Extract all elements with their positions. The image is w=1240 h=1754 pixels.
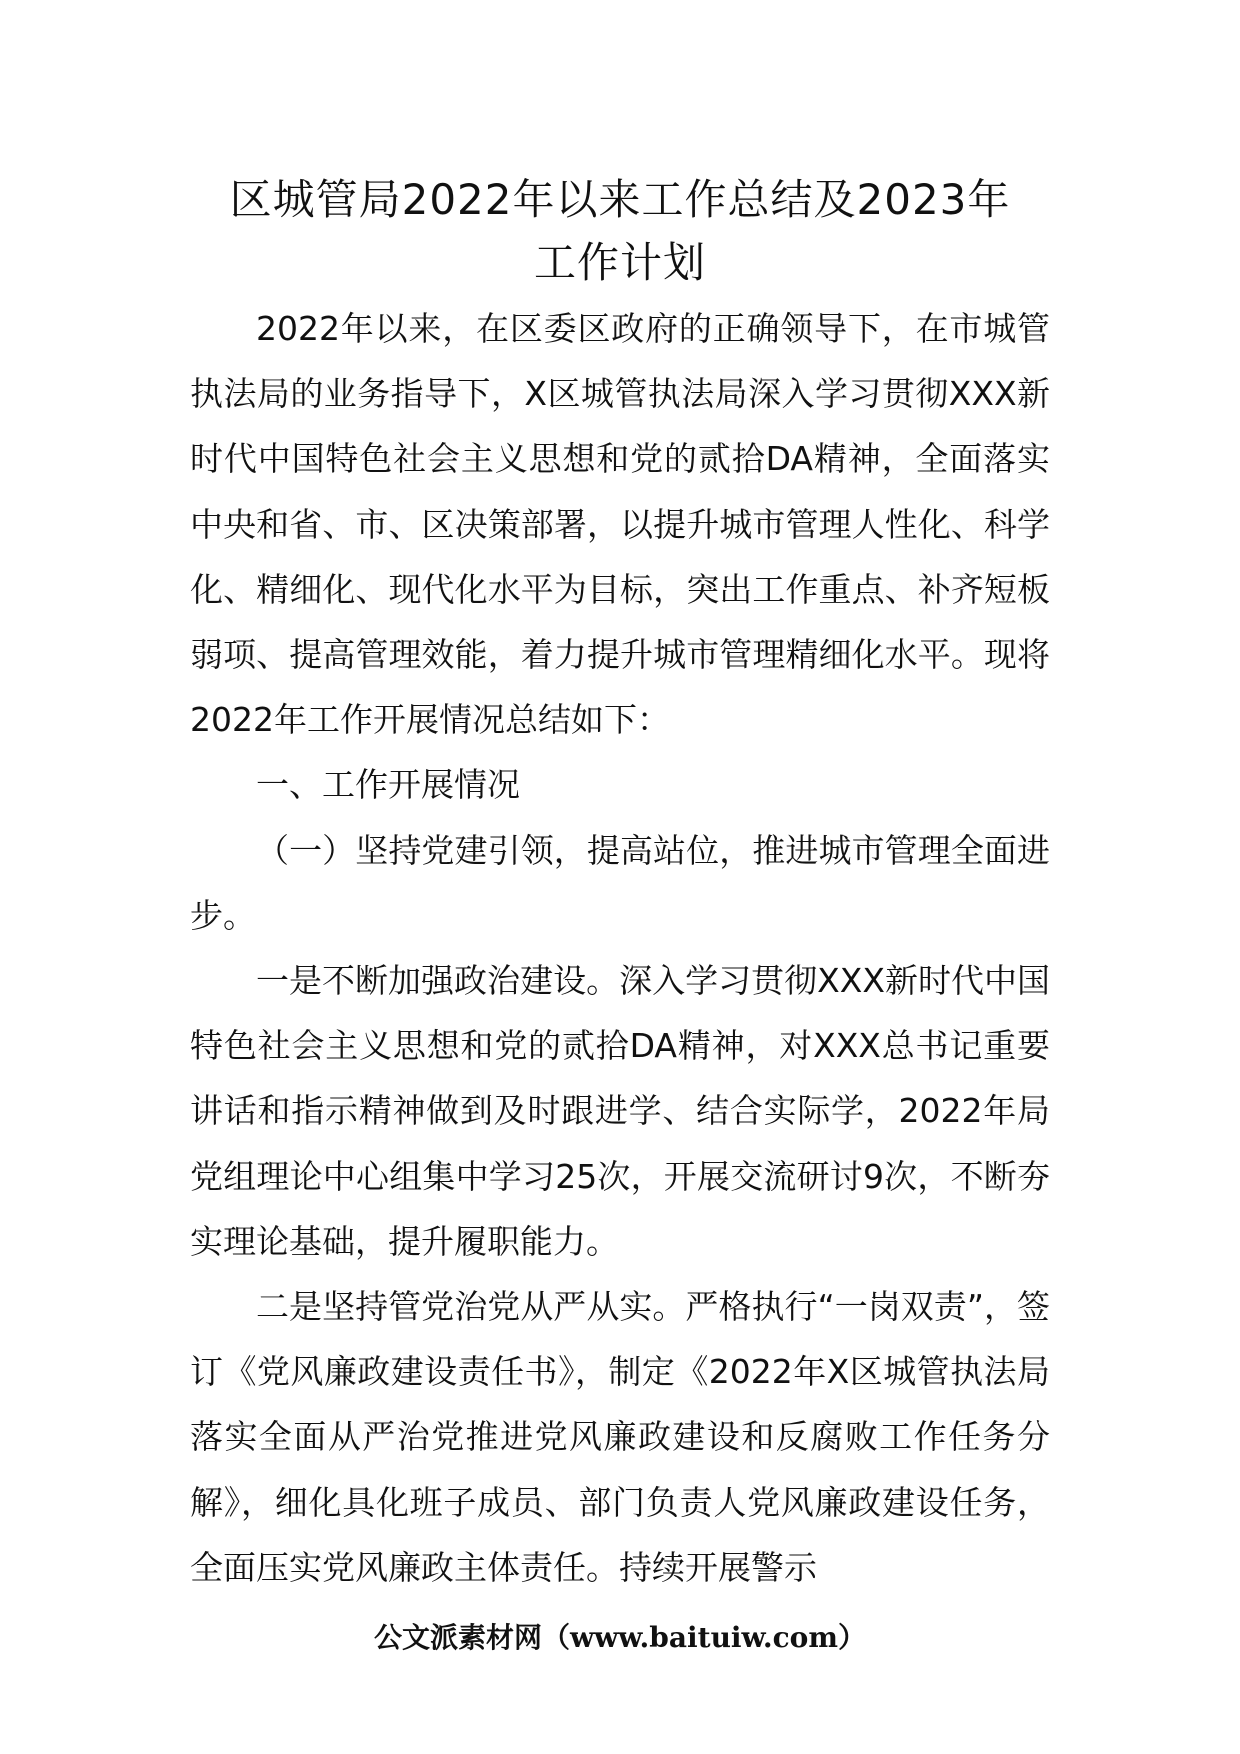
- document-body: [190, 296, 1050, 1600]
- document-title-line-1: 区城管局2022年以来工作总结及2023年: [229, 175, 1011, 224]
- section-heading: 一、工作开展情况: [256, 765, 520, 805]
- document-title-line-2: 工作计划: [533, 238, 706, 287]
- intro-paragraph: 2022年以来，在区委区政府的正确领导下，在市城管执法局的业务指导下，X区城管执法局深入学习贯彻XXX新时代中国特色社会主义思想和党的贰拾DA精神，全面落实中央和省、市、区决策部署，以提升城市管理人性化、科学化、精细化、现代化水平为目标，突出工作重点、补齐短板弱项、提高管理效能，着力提升城市管理精细化水平。现将2022年工作开展情况总结如下：: [190, 309, 1050, 740]
- footer-watermark: 公文派素材网（www.baituiw.com）: [374, 1621, 866, 1654]
- subsection-heading: （一）坚持党建引领，提高站位，推进城市管理全面进步。: [190, 830, 1050, 935]
- body-paragraph: 二是坚持管党治党从严从实。严格执行“一岗双责”，签订《党风廉政建设责任书》，制定《2022年X区城管执法局落实全面从严治党推进党风廉政建设和反腐败工作任务分解》，细化具化班子成员、部门负责人党风廉政建设任务，全面压实党风廉政主体责任。持续开展警示: [190, 1287, 1050, 1587]
- body-paragraph: 一是不断加强政治建设。深入学习贯彻XXX新时代中国特色社会主义思想和党的贰拾DA精神，对XXX总书记重要讲话和指示精神做到及时跟进学、结合实际学，2022年局党组理论中心组集中学习25次，开展交流研讨9次，不断夯实理论基础，提升履职能力。: [190, 961, 1050, 1261]
